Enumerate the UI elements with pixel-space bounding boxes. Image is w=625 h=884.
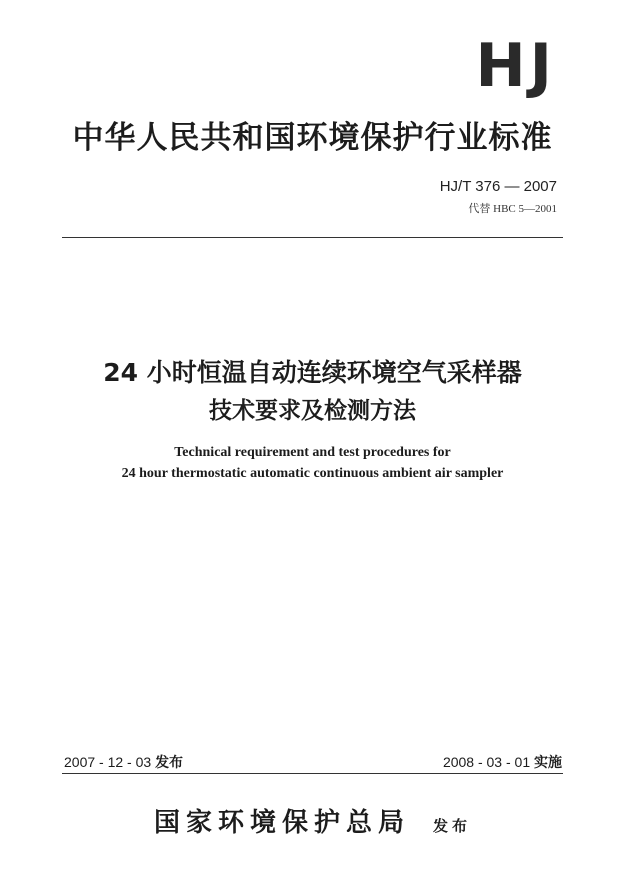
title-cn-line2: 技术要求及检测方法	[209, 398, 416, 424]
issuer-suffix: 发布	[433, 817, 472, 835]
issue-label: 发布	[155, 754, 184, 770]
bottom-divider	[62, 773, 563, 774]
replaces-standard: 代替 HBC 5—2001	[468, 203, 557, 215]
title-cn-line1: 24 小时恒温自动连续环境空气采样器	[103, 358, 522, 387]
issuer-block	[0, 802, 625, 839]
implement-date-block	[443, 752, 562, 772]
issue-date-block	[64, 752, 183, 772]
implement-label: 实施	[534, 754, 562, 770]
title-en-line2: 24 hour thermostatic automatic continuous ambient air sampler	[121, 466, 504, 481]
issue-date: 2007 - 12 - 03	[64, 754, 152, 770]
hj-logo: HJ	[475, 31, 556, 101]
agency-title: 中华人民共和国环境保护行业标准	[72, 120, 553, 156]
standard-number: HJ/T 376 — 2007	[439, 178, 557, 195]
title-en-line1: Technical requirement and test procedures for	[174, 445, 451, 460]
implement-date: 2008 - 03 - 01	[442, 754, 531, 770]
top-divider	[62, 237, 563, 238]
issuer-name: 国家环境保护总局	[153, 808, 410, 838]
